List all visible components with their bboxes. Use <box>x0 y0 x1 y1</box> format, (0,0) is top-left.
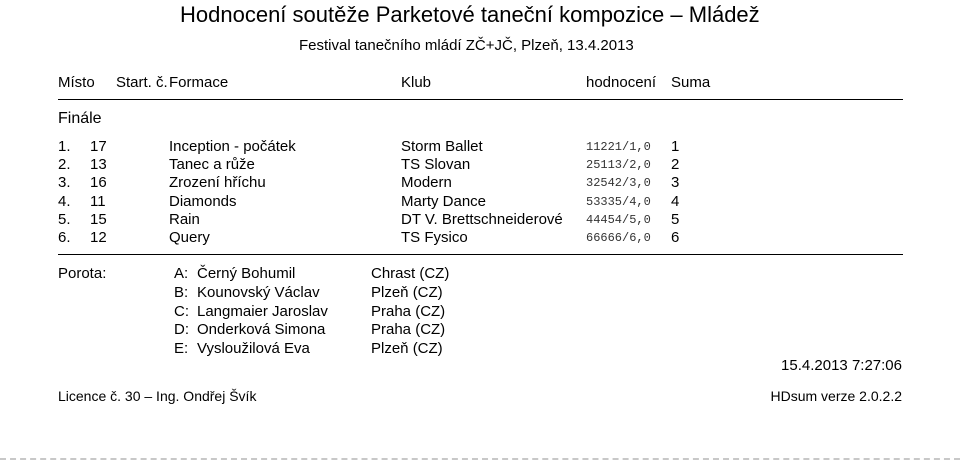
club-cell: Marty Dance <box>401 193 487 210</box>
judge-city: Praha (CZ) <box>371 321 446 338</box>
judge-name: Langmaier Jaroslav <box>197 303 328 320</box>
judge-name: Vysloužilová Eva <box>197 340 310 357</box>
start-number-cell: 13 <box>90 156 107 173</box>
results-divider <box>58 254 903 255</box>
page-break-line <box>0 458 960 460</box>
rating-cell: 44454/5,0 <box>586 213 651 227</box>
page-title: Hodnocení soutěže Parketové taneční kompozice – Mládež <box>180 2 760 27</box>
sum-cell: 2 <box>671 156 680 173</box>
sum-cell: 4 <box>671 193 680 210</box>
formation-cell: Zrození hříchu <box>169 174 266 191</box>
header-place: Místo <box>58 74 95 91</box>
start-number-cell: 17 <box>90 138 107 155</box>
sum-cell: 5 <box>671 211 680 228</box>
sum-cell: 6 <box>671 229 680 246</box>
rating-cell: 32542/3,0 <box>586 176 651 190</box>
judge-letter: C: <box>174 303 189 320</box>
formation-cell: Inception - počátek <box>169 138 296 155</box>
version-text: HDsum verze 2.0.2.2 <box>770 388 902 404</box>
place-cell: 3. <box>58 174 71 191</box>
start-number-cell: 16 <box>90 174 107 191</box>
start-number-cell: 12 <box>90 229 107 246</box>
rating-cell: 66666/6,0 <box>586 231 651 245</box>
judge-city: Plzeň (CZ) <box>371 284 443 301</box>
jury-row <box>0 265 960 284</box>
jury-row <box>0 321 960 340</box>
judge-letter: B: <box>174 284 189 301</box>
jury-row <box>0 303 960 322</box>
place-cell: 1. <box>58 138 71 155</box>
judge-city: Praha (CZ) <box>371 303 446 320</box>
table-row <box>0 211 960 229</box>
rating-cell: 25113/2,0 <box>586 158 651 172</box>
jury-row <box>0 284 960 303</box>
header-sum: Suma <box>671 74 711 91</box>
timestamp: 15.4.2013 7:27:06 <box>781 357 902 374</box>
judge-name: Černý Bohumil <box>197 265 296 282</box>
header-rating: hodnocení <box>586 74 657 91</box>
table-row <box>0 174 960 192</box>
sum-cell: 3 <box>671 174 680 191</box>
judge-city: Chrast (CZ) <box>371 265 450 282</box>
club-cell: Modern <box>401 174 452 191</box>
judge-name: Kounovský Václav <box>197 284 320 301</box>
licence-text: Licence č. 30 – Ing. Ondřej Švík <box>58 388 257 404</box>
header-start: Start. č. <box>116 74 168 91</box>
formation-cell: Diamonds <box>169 193 237 210</box>
formation-cell: Query <box>169 229 210 246</box>
table-row <box>0 193 960 211</box>
header-club: Klub <box>401 74 432 91</box>
rating-cell: 53335/4,0 <box>586 195 651 209</box>
formation-cell: Tanec a růže <box>169 156 255 173</box>
judge-name: Onderková Simona <box>197 321 326 338</box>
judge-city: Plzeň (CZ) <box>371 340 443 357</box>
page-subtitle: Festival tanečního mládí ZČ+JČ, Plzeň, 13.4.2013 <box>299 37 634 54</box>
rating-cell: 11221/1,0 <box>586 140 651 154</box>
start-number-cell: 15 <box>90 211 107 228</box>
place-cell: 2. <box>58 156 71 173</box>
judge-letter: A: <box>174 265 189 282</box>
table-row <box>0 138 960 156</box>
formation-cell: Rain <box>169 211 200 228</box>
section-title: Finále <box>58 110 102 127</box>
place-cell: 4. <box>58 193 71 210</box>
table-row <box>0 156 960 174</box>
judge-letter: D: <box>174 321 189 338</box>
club-cell: TS Slovan <box>401 156 471 173</box>
club-cell: TS Fysico <box>401 229 468 246</box>
judge-letter: E: <box>174 340 189 357</box>
place-cell: 6. <box>58 229 71 246</box>
header-divider <box>58 99 903 100</box>
club-cell: Storm Ballet <box>401 138 483 155</box>
start-number-cell: 11 <box>90 193 106 210</box>
sum-cell: 1 <box>671 138 680 155</box>
place-cell: 5. <box>58 211 71 228</box>
table-row <box>0 229 960 247</box>
header-formation: Formace <box>169 74 229 91</box>
jury-label: Porota: <box>58 265 107 282</box>
club-cell: DT V. Brettschneiderové <box>401 211 563 228</box>
